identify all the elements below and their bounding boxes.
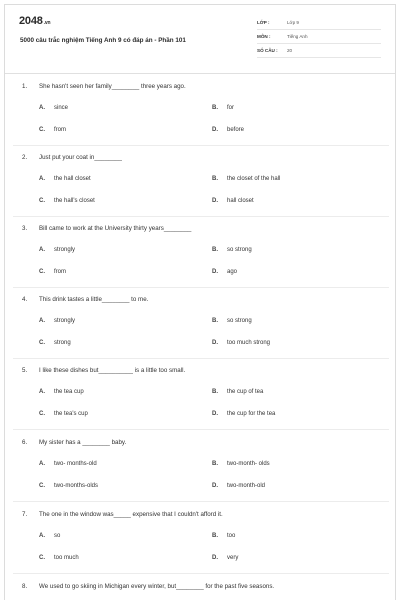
option-letter: D. [212, 340, 218, 346]
option-letter: A. [39, 247, 45, 253]
question-divider [13, 358, 389, 359]
option-text: for [227, 105, 235, 111]
option-text: ago [227, 269, 238, 275]
option-letter: B. [212, 318, 218, 324]
option-text: very [227, 555, 239, 561]
option-a[interactable] [39, 318, 75, 324]
option-text: too much strong [227, 340, 271, 346]
option-d[interactable] [212, 198, 254, 204]
option-letter: C. [39, 198, 45, 204]
worksheet-page [4, 4, 396, 600]
option-letter: A. [39, 533, 45, 539]
question-stem: We used to go skiing in Michigan every winter, but________ for the past five seasons. [39, 583, 275, 590]
meta-count-key: SỐ CÂU : [257, 48, 278, 53]
option-d[interactable] [212, 269, 237, 275]
meta-subject [257, 31, 381, 44]
question-divider [13, 145, 389, 146]
question-number: 4. [22, 296, 28, 303]
option-a[interactable] [39, 389, 84, 395]
option-letter: D. [212, 269, 218, 275]
meta-grade-value: Lớp 9 [287, 20, 299, 25]
option-text: the cup for the tea [227, 411, 276, 417]
option-text: the tea's cup [54, 411, 88, 417]
option-a[interactable] [39, 461, 97, 467]
worksheet-header [5, 5, 395, 67]
option-text: two- months-old [54, 461, 97, 467]
option-b[interactable] [212, 389, 263, 395]
question-divider [13, 501, 389, 502]
option-letter: B. [212, 176, 218, 182]
option-b[interactable] [212, 105, 234, 111]
option-text: so strong [227, 247, 252, 253]
question-stem: I like these dishes but__________ is a little too small. [39, 367, 186, 374]
question-text [22, 511, 223, 518]
option-c[interactable] [39, 269, 66, 275]
option-text: two-month-old [227, 483, 266, 489]
option-text: too [227, 533, 236, 539]
question-stem: This drink tastes a little________ to me. [39, 296, 149, 303]
option-text: before [227, 127, 245, 133]
option-d[interactable] [212, 411, 275, 417]
question-text [22, 439, 126, 446]
option-letter: B. [212, 461, 218, 467]
question-text [22, 583, 274, 590]
option-text: so strong [227, 318, 252, 324]
question-text [22, 83, 186, 90]
option-letter: D. [212, 198, 218, 204]
option-letter: A. [39, 105, 45, 111]
option-letter: C. [39, 411, 45, 417]
option-letter: A. [39, 461, 45, 467]
question-stem: Bill came to work at the University thirty years________ [39, 225, 192, 232]
question-number: 6. [22, 439, 28, 446]
option-text: from [54, 269, 66, 275]
option-letter: A. [39, 318, 45, 324]
question-number: 7. [22, 511, 28, 518]
logo-main: 2048 [19, 15, 43, 27]
question-stem: Just put your coat in________ [39, 154, 122, 161]
option-text: the cup of tea [227, 389, 264, 395]
question-number: 1. [22, 83, 28, 90]
question-divider [13, 216, 389, 217]
question-number: 8. [22, 583, 28, 590]
option-c[interactable] [39, 483, 98, 489]
option-letter: D. [212, 127, 218, 133]
page-title: 5000 câu trắc nghiệm Tiếng Anh 9 có đáp án - Phần 101 [20, 37, 186, 44]
option-d[interactable] [212, 340, 270, 346]
option-a[interactable] [39, 176, 91, 182]
question-stem: The one in the window was_____ expensive that I couldn't afford it. [39, 511, 223, 518]
option-letter: B. [212, 533, 218, 539]
option-text: two-month- olds [227, 461, 270, 467]
option-letter: D. [212, 555, 218, 561]
meta-count [257, 45, 381, 58]
option-c[interactable] [39, 127, 66, 133]
option-d[interactable] [212, 555, 238, 561]
option-text: so [54, 533, 61, 539]
option-text: the hall's closet [54, 198, 95, 204]
option-a[interactable] [39, 105, 68, 111]
option-text: the tea cup [54, 389, 84, 395]
meta-count-value: 20 [287, 48, 293, 53]
option-letter: C. [39, 555, 45, 561]
option-b[interactable] [212, 247, 252, 253]
question-text [22, 154, 122, 161]
option-c[interactable] [39, 411, 88, 417]
option-c[interactable] [39, 198, 95, 204]
option-letter: C. [39, 269, 45, 275]
option-d[interactable] [212, 483, 265, 489]
option-text: strongly [54, 247, 76, 253]
question-text [22, 225, 191, 232]
option-b[interactable] [212, 176, 280, 182]
option-letter: B. [212, 389, 218, 395]
option-d[interactable] [212, 127, 244, 133]
meta-subject-value: Tiếng Anh [287, 34, 308, 39]
option-letter: D. [212, 483, 218, 489]
question-number: 2. [22, 154, 28, 161]
option-b[interactable] [212, 533, 235, 539]
question-number: 5. [22, 367, 28, 374]
option-b[interactable] [212, 461, 270, 467]
option-text: strong [54, 340, 71, 346]
option-letter: D. [212, 411, 218, 417]
question-divider [13, 287, 389, 288]
option-letter: B. [212, 105, 218, 111]
option-text: from [54, 127, 66, 133]
option-letter: C. [39, 127, 45, 133]
option-c[interactable] [39, 340, 71, 346]
meta-grade-key: LỚP : [257, 20, 270, 25]
question-text [22, 296, 148, 303]
option-text: too much [54, 555, 79, 561]
meta-subject-key: MÔN : [257, 34, 271, 39]
question-stem: She hasn't seen her family________ three years ago. [39, 83, 186, 90]
option-text: two-months-olds [54, 483, 99, 489]
option-text: the hall closet [54, 176, 91, 182]
question-number: 3. [22, 225, 28, 232]
question-divider [13, 429, 389, 430]
question-divider [13, 573, 389, 574]
option-a[interactable] [39, 533, 60, 539]
option-b[interactable] [212, 318, 252, 324]
option-text: strongly [54, 318, 76, 324]
option-text: since [54, 105, 69, 111]
option-text: the closet of the hall [227, 176, 281, 182]
meta-grade [257, 17, 381, 30]
option-text: hall closet [227, 198, 254, 204]
option-letter: C. [39, 340, 45, 346]
logo-sub: .vn [43, 20, 51, 26]
option-letter: A. [39, 176, 45, 182]
option-c[interactable] [39, 555, 79, 561]
question-text [22, 367, 185, 374]
question-stem: My sister has a ________ baby. [39, 439, 127, 446]
header-divider [5, 73, 395, 74]
option-letter: C. [39, 483, 45, 489]
option-a[interactable] [39, 247, 75, 253]
option-letter: B. [212, 247, 218, 253]
site-logo[interactable] [19, 15, 50, 27]
option-letter: A. [39, 389, 45, 395]
